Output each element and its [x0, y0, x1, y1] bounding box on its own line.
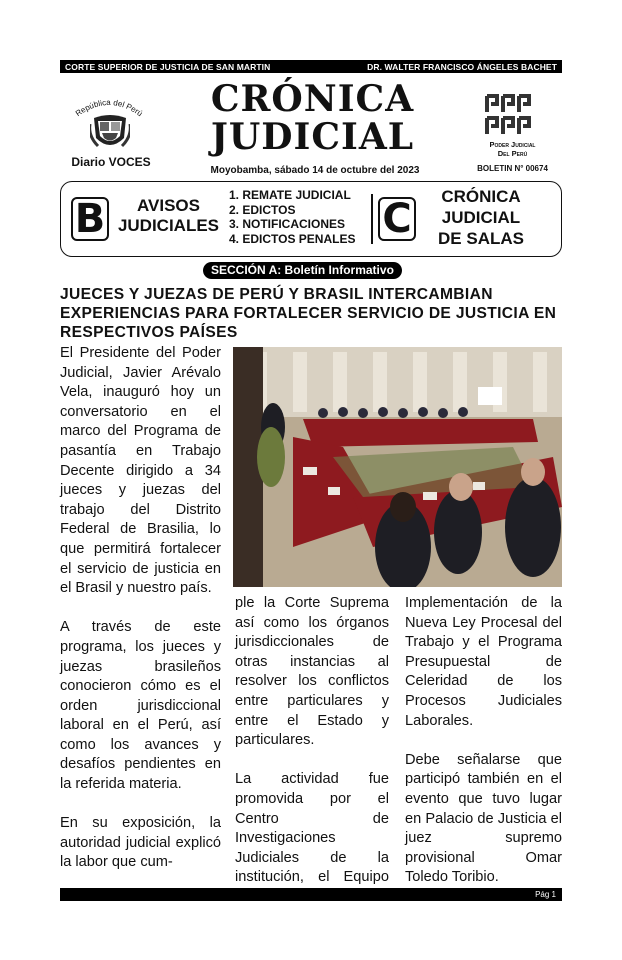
- svg-text:República del Perú: República del Perú: [73, 97, 145, 119]
- diario-name: VOCES: [108, 155, 151, 169]
- letter-c: C: [378, 197, 416, 241]
- top-bar: [60, 60, 562, 73]
- salas-line2: JUDICIAL: [441, 208, 521, 227]
- salas-line1: CRÓNICA: [441, 187, 521, 206]
- salas-line3: DE SALAS: [438, 229, 524, 248]
- paragraph: Implementación de la Nueva Ley Procesal del Trabajo y el Programa Presupuestal de Celeridad de los Procesos Judiciales Laborales.: [405, 595, 562, 729]
- cronica-judicial-de-salas: [421, 186, 541, 249]
- article-headline: JUECES Y JUEZAS DE PERÚ Y BRASIL INTERCAMBIAN EXPERIENCIAS PARA FORTALECER SERVICIO DE JUSTICIA EN RESPECTIVOS PAÍSES: [60, 286, 557, 341]
- index-item: 1. REMATE JUDICIAL: [229, 188, 351, 202]
- masthead-line1: CRÓNICA: [210, 78, 415, 120]
- masthead-line2: JUDICIAL: [210, 116, 415, 158]
- paragraph: El Presidente del Poder Judicial, Javier Arévalo Vela, inauguró hoy un conversatorio en el marco del Programa de pasantía en Trabajo Decente dirigido a 34 jueces y juezas del trabajo del Distrito Federal de Brasilia, lo que permitirá fortalecer el servicio de justicia en el Brasil y nuestro país.: [60, 345, 221, 597]
- index-divider: [371, 194, 373, 244]
- section-index-box: [60, 181, 562, 257]
- avisos-line2: JUDICIALES: [117, 216, 220, 235]
- bottom-bar: [60, 888, 562, 901]
- masthead: [170, 80, 455, 156]
- section-label: SECCIÓN A: Boletín Informativo: [203, 262, 402, 279]
- article-column-1: [60, 344, 221, 893]
- court-name: CORTE SUPERIOR DE JUSTICIA DE SAN MARTIN: [65, 61, 271, 72]
- page-number: Pág 1: [535, 890, 556, 899]
- dateline: Moyobamba, sábado 14 de octubre del 2023: [210, 165, 420, 176]
- conference-photo: [233, 347, 562, 587]
- paragraph: ple la Corte Suprema así como los órganos jurisdiccionales de otras instancias al resolver los conflictos entre particulares y entre el Estado y particulares.: [235, 595, 389, 749]
- pj-line2: Del Perú: [497, 149, 528, 158]
- index-item: 3. NOTIFICACIONES: [229, 217, 346, 231]
- index-list: [229, 188, 355, 246]
- paragraph: A través de este programa, los jueces y juezas brasileños conocieron cómo es el orden jurisdiccional laboral en el Perú, así como los avances y desafíos pendientes en la referida materia.: [60, 619, 221, 793]
- paragraph: La actividad fue promovida por el Centro de Investigaciones Judiciales de la institución, el Equipo: [235, 771, 389, 886]
- avisos-judiciales: [111, 196, 226, 236]
- index-item: 4. EDICTOS PENALES: [229, 231, 356, 246]
- paragraph: Debe señalarse que participó también en el evento que tuvo lugar en Palacio de Justicia el juez supremo provisional Omar Toledo Toribio.: [405, 751, 562, 886]
- poder-judicial-text: [470, 140, 555, 158]
- paragraph: En su exposición, la autoridad judicial explicó la labor que cum-: [60, 815, 221, 871]
- index-item: 2. EDICTOS: [229, 202, 296, 217]
- avisos-line1: AVISOS: [137, 196, 200, 215]
- diario-prefix: Diario: [71, 155, 109, 169]
- article-column-2: [235, 594, 389, 927]
- letter-b: B: [71, 197, 109, 241]
- pj-line1: Poder Judicial: [489, 140, 536, 149]
- diario-voces: [70, 155, 152, 169]
- poder-judicial-logo-icon: [483, 92, 535, 138]
- director-name: DR. WALTER FRANCISCO ÁNGELES BACHET: [367, 61, 557, 72]
- bulletin-number: BOLETIN N° 00674: [477, 164, 548, 173]
- article-column-3: [405, 594, 562, 908]
- coat-of-arms-icon: [90, 112, 130, 152]
